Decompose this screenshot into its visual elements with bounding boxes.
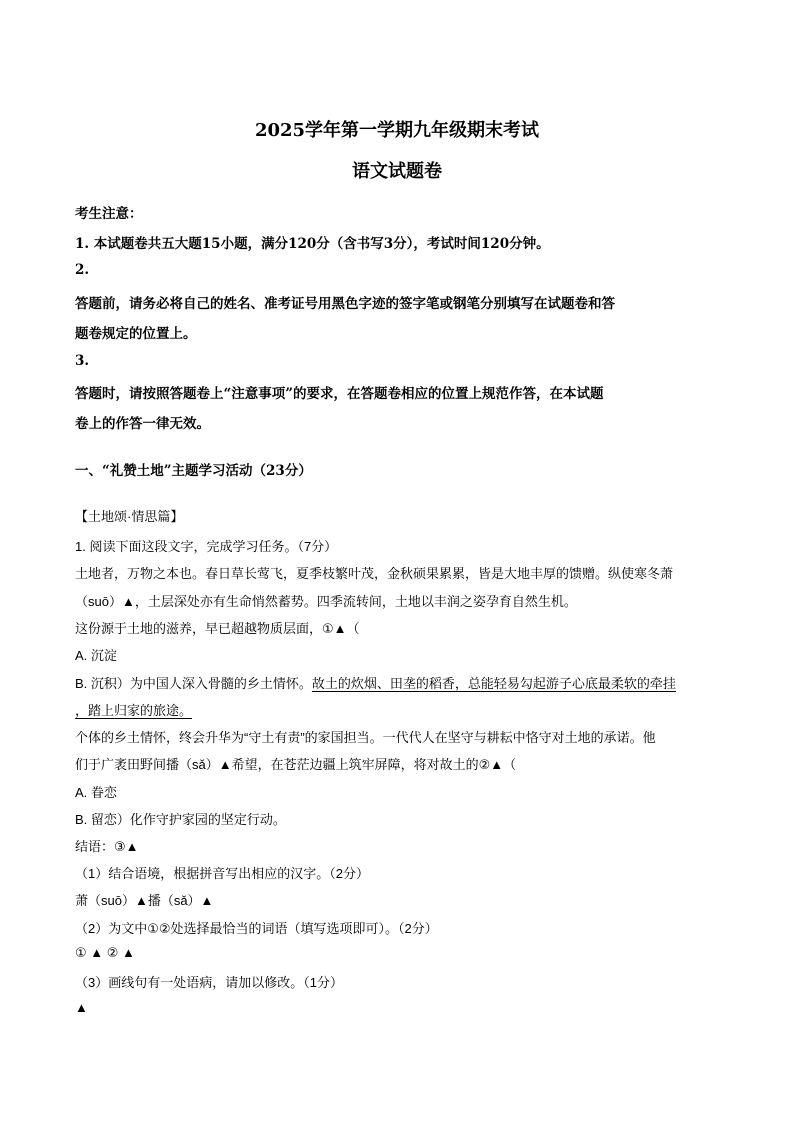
task-1-prompt: （1）结合语境，根据拼音写出相应的汉字。（2分） [75, 866, 369, 881]
option-b-1-text: B. 沉积）为中国人深入骨髓的乡土情怀。 [75, 676, 312, 691]
underlined-sentence-part-2: ，踏上归家的旅途。 [75, 703, 193, 718]
task-3-prompt: （3）画线句有一处语病，请加以修改。（1分） [75, 975, 343, 990]
task-3-answer: ▲ [75, 1000, 88, 1015]
notice-item-2-line-1: 答题前，请务必将自己的姓名、准考证号用黑色字迹的签字笔或钢笔分别填写在试题卷和答 [75, 296, 615, 312]
notice-item-3-number: 3. [75, 353, 90, 369]
notice-heading: 考生注意： [75, 206, 143, 222]
task-2-answer: ① ▲ ② ▲ [75, 945, 135, 960]
passage-3-line-2: 们于广袤田野间播（sǎ）▲希望，在苍茫边疆上筑牢屏障，将对故土的②▲（ [75, 757, 517, 772]
notice-item-3-line-1: 答题时，请按照答题卷上“注意事项”的要求，在答题卷相应的位置上规范作答，在本试题 [75, 386, 604, 402]
notice-item-2-number: 2. [75, 262, 90, 278]
exam-title: 2025学年第一学期九年级期末考试 [254, 120, 540, 141]
underlined-sentence-part-1: 故土的炊烟、田垄的稻香，总能轻易勾起游子心底最柔软的牵挂 [311, 676, 676, 691]
passage-1-line-1: 土地者，万物之本也。春日草长莺飞，夏季枝繁叶茂，金秋硕果累累，皆是大地丰厚的馈赠。纵使寒冬萧 [75, 566, 674, 581]
section-1-subheading: 【土地颂·情思篇】 [75, 509, 184, 524]
option-b-2: B. 留恋）化作守护家园的坚定行动。 [75, 812, 286, 827]
notice-item-1: 1. 本试题卷共五大题15小题，满分120分（含书写3分），考试时间120分钟。 [75, 236, 550, 252]
passage-1-line-2: （suō）▲，土层深处亦有生命悄然蓄势。四季流转间，土地以丰润之姿孕育自然生机。 [75, 594, 577, 609]
option-b-1-line [75, 673, 725, 692]
conclusion-line: 结语：③▲ [75, 839, 139, 854]
option-a-1: A. 沉淀 [75, 648, 117, 663]
passage-3-line-1: 个体的乡土情怀，终会升华为“守土有责”的家国担当。一代代人在坚守与耕耘中恪守对土地的承诺。他 [75, 730, 656, 745]
option-b-1-line-2 [75, 700, 725, 719]
section-1-heading: 一、“礼赞土地”主题学习活动（23分） [75, 463, 312, 479]
task-2-prompt: （2）为文中①②处选择最恰当的词语（填写选项即可）。（2分） [75, 921, 438, 936]
task-1-answer: 萧（suō）▲播（sǎ）▲ [75, 893, 214, 908]
question-1-prompt: 1. 阅读下面这段文字，完成学习任务。（7分） [75, 539, 338, 554]
exam-subtitle: 语文试题卷 [352, 161, 442, 182]
passage-2-line-1: 这份源于土地的滋养，早已超越物质层面，①▲（ [75, 621, 360, 636]
notice-item-3-line-2: 卷上的作答一律无效。 [75, 416, 210, 432]
notice-item-2-line-2: 题卷规定的位置上。 [75, 326, 197, 342]
option-a-2: A. 眷恋 [75, 785, 117, 800]
